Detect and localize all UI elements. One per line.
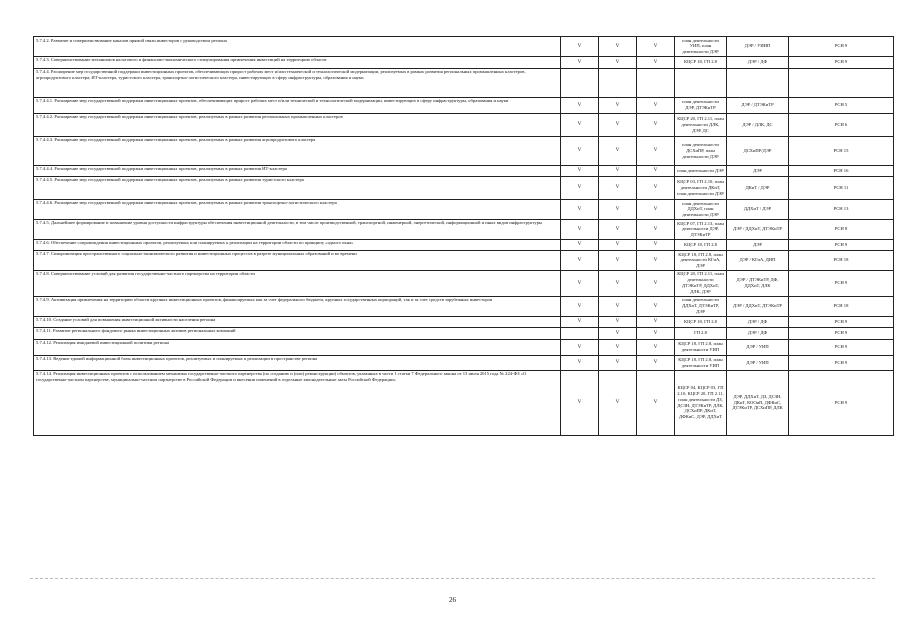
result-indicator-cell: РСН 9 [789, 316, 894, 327]
responsible-cell: ДЭР, ДДХиТ, ДЗ, ДСЗН, ДКиТ, КООиП, ДФКиС, ДТЭКиТР, ДСХиПР, ДЛК [727, 370, 789, 435]
table-row [34, 56, 894, 68]
period-3-mark-cell: V [637, 370, 675, 435]
table-row [34, 219, 894, 239]
table-row [34, 239, 894, 250]
period-3-mark-cell: V [637, 250, 675, 270]
period-1-mark-cell: V [561, 339, 599, 355]
period-2-mark-cell [599, 68, 637, 97]
period-1-mark-cell: V [561, 56, 599, 68]
result-indicator-cell: РСН 9 [789, 239, 894, 250]
measures-table [33, 36, 894, 436]
measure-description-cell: 5.7.4.2. Развитие и совершенствование каналов прямой связи инвесторов с руководством региона [34, 37, 561, 57]
responsible-cell: ДЭР / ДЛК, ДС [727, 113, 789, 136]
measure-description-cell: 5.7.4.14. Реализация инвестиционных проектов с использованием механизма государственно-частного партнерства (по созданию и (или) реконструкции) объектов, указанных в части 1 статьи 7 Федерального закона от 13 июля 2015 года № 224-ФЗ «О государственно-частном партнерстве, муниципально-частном партнерстве в Российской Федерации и внесении изменений в отдельные законодательные акты Российской Федерации» [34, 370, 561, 435]
responsible-cell: ДЭР / ДФ [727, 56, 789, 68]
period-2-mark-cell: V [599, 219, 637, 239]
period-2-mark-cell: V [599, 37, 637, 57]
measure-description-cell: 5.7.4.10. Создание условий для повышения инвестиционной активности населения региона [34, 316, 561, 327]
result-indicator-cell: РСН 13 [789, 199, 894, 219]
measure-description-cell: 5.7.4.4.1. Расширение мер государственной поддержки инвестиционных проектов, обеспечивающих прирост рабочих мест и/или технической и технологической модернизации, инвестирующих в сферу инфраструктуры, образования и науки [34, 97, 561, 113]
period-2-mark-cell: V [599, 239, 637, 250]
table-row [34, 37, 894, 57]
period-3-mark-cell: V [637, 270, 675, 296]
result-indicator-cell: РСН 5 [789, 97, 894, 113]
result-indicator-cell: РСН 9 [789, 37, 894, 57]
funding-source-cell: КЦСР 20, ГП 2.11, план деятельности ДТЭКиТР, ДДХиТ, ДЛК, ДЭР [675, 270, 727, 296]
responsible-cell: ДЭР / УИП [727, 355, 789, 370]
result-indicator-cell: РСН 11 [789, 176, 894, 199]
period-2-mark-cell: V [599, 316, 637, 327]
measure-description-cell: 5.7.4.4.4. Расширение мер государственной поддержки инвестиционных проектов, реализуемых в рамках развития ИТ-кластера [34, 165, 561, 176]
period-1-mark-cell [561, 68, 599, 97]
period-1-mark-cell: V [561, 296, 599, 316]
period-2-mark-cell: V [599, 270, 637, 296]
table-row [34, 165, 894, 176]
funding-source-cell: КЦСР 07, ГП 2.13, план деятельности ДЭР, ДТЭКиТР [675, 219, 727, 239]
period-1-mark-cell: V [561, 219, 599, 239]
table-row [34, 199, 894, 219]
result-indicator-cell: РСН 18 [789, 250, 894, 270]
result-indicator-cell: РСН 9 [789, 355, 894, 370]
period-3-mark-cell: V [637, 165, 675, 176]
result-indicator-cell: РСН 15 [789, 136, 894, 165]
responsible-cell [727, 68, 789, 97]
funding-source-cell: КЦСР 18, ГП 2.8 [675, 239, 727, 250]
measure-description-cell: 5.7.4.11. Развитие регионального фондового рынка инвестиционных активов региональных компаний [34, 327, 561, 339]
funding-source-cell: КЦСР 03, ГП 2.10, план деятельности ДКиТ, план деятельности ДЭР [675, 176, 727, 199]
period-1-mark-cell: V [561, 270, 599, 296]
measure-description-cell: 5.7.4.12. Реализация имиджевой инвестиционной политики региона [34, 339, 561, 355]
table-row [34, 270, 894, 296]
period-1-mark-cell: V [561, 316, 599, 327]
period-2-mark-cell: V [599, 165, 637, 176]
funding-source-cell: план деятельности ДСХиПР, план деятельности ДЭР [675, 136, 727, 165]
responsible-cell: ДЭР / УИП [727, 339, 789, 355]
period-1-mark-cell: V [561, 199, 599, 219]
responsible-cell: ДКиТ / ДЭР [727, 176, 789, 199]
result-indicator-cell: РСН 9 [789, 327, 894, 339]
period-3-mark-cell: V [637, 296, 675, 316]
period-3-mark-cell: V [637, 316, 675, 327]
responsible-cell: ДЭР / ДФ [727, 316, 789, 327]
responsible-cell: ДЭР [727, 239, 789, 250]
period-2-mark-cell: V [599, 199, 637, 219]
period-3-mark-cell: V [637, 355, 675, 370]
period-3-mark-cell: V [637, 97, 675, 113]
funding-source-cell: план деятельности ДЭР [675, 165, 727, 176]
table-row [34, 97, 894, 113]
measure-description-cell: 5.7.4.13. Ведение единой информационной базы инвестиционных проектов, реализуемых и планируемых к реализации в пространстве региона [34, 355, 561, 370]
period-2-mark-cell: V [599, 355, 637, 370]
responsible-cell: ДДХиТ / ДЭР [727, 199, 789, 219]
responsible-cell: ДЭР / ДДХиТ, ДТЭКиТР [727, 296, 789, 316]
result-indicator-cell: РСН 9 [789, 270, 894, 296]
funding-source-cell [675, 68, 727, 97]
responsible-cell: ДЭР / ДТЭКиТР [727, 97, 789, 113]
table-row [34, 136, 894, 165]
funding-source-cell: план деятельности УИП, план деятельности ДЭР [675, 37, 727, 57]
period-3-mark-cell: V [637, 199, 675, 219]
result-indicator-cell: РСН 9 [789, 56, 894, 68]
period-1-mark-cell: V [561, 370, 599, 435]
funding-source-cell: КЦСР 18, ГП 2.8, план деятельности УИП [675, 355, 727, 370]
funding-source-cell: КЦСР 18, ГП 2.8 [675, 56, 727, 68]
period-2-mark-cell: V [599, 339, 637, 355]
measure-description-cell: 5.7.4.5. Дальнейшее формирование и повышение уровня доступности инфраструктуры обеспечения инвестиционной деятельности, в том числе производственной, транспортной, инженерной, энергетической, информационной и иных видов инфраструктуры [34, 219, 561, 239]
period-1-mark-cell: V [561, 37, 599, 57]
period-2-mark-cell: V [599, 327, 637, 339]
measure-description-cell: 5.7.4.8. Совершенствование условий для развития государственно-частного партнерства на территории области [34, 270, 561, 296]
table-row [34, 370, 894, 435]
period-3-mark-cell: V [637, 37, 675, 57]
measure-description-cell: 5.7.4.3. Совершенствование механизмов налогового и финансово-экономического стимулирования привлечения инвестиций на территорию области [34, 56, 561, 68]
period-3-mark-cell: V [637, 219, 675, 239]
measure-description-cell: 5.7.4.4.2. Расширение мер государственной поддержки инвестиционных проектов, реализуемых в рамках развития региональных промышленных кластеров [34, 113, 561, 136]
period-1-mark-cell: V [561, 136, 599, 165]
measure-description-cell: 5.7.4.6. Обеспечение сопровождения инвестиционных проектов, реализуемых или планируемых к реализации на территории области по принципу «одного окна» [34, 239, 561, 250]
period-3-mark-cell [637, 68, 675, 97]
measure-description-cell: 5.7.4.7. Синхронизация пространственного социально-экономического развития и инвестиционных процессов в разрезе муниципальных образований и во времени [34, 250, 561, 270]
plan-table-container [33, 36, 893, 436]
responsible-cell: ДСХиПР/ДЭР [727, 136, 789, 165]
period-1-mark-cell: V [561, 355, 599, 370]
result-indicator-cell: РСН 6 [789, 113, 894, 136]
period-3-mark-cell: V [637, 136, 675, 165]
funding-source-cell: КЦСР 18, ГП 2.8, план деятельности УИП [675, 339, 727, 355]
funding-source-cell: ГП 2.8 [675, 327, 727, 339]
responsible-cell: ДЭР / УИИП [727, 37, 789, 57]
table-row [34, 113, 894, 136]
measure-description-cell: 5.7.4.4.6. Расширение мер государственной поддержки инвестиционных проектов, реализуемых в рамках развития транспортно-логистического кластера [34, 199, 561, 219]
period-3-mark-cell: V [637, 56, 675, 68]
table-row [34, 250, 894, 270]
period-1-mark-cell: V [561, 165, 599, 176]
responsible-cell: ДЭР / ДДХиТ, ДТЭКиТР [727, 219, 789, 239]
period-3-mark-cell: V [637, 113, 675, 136]
responsible-cell: ДЭР / КГиА, ДИП [727, 250, 789, 270]
table-row [34, 327, 894, 339]
period-3-mark-cell: V [637, 176, 675, 199]
period-1-mark-cell [561, 327, 599, 339]
table-row [34, 68, 894, 97]
page-divider [30, 578, 875, 579]
period-1-mark-cell: V [561, 239, 599, 250]
funding-source-cell: КЦСР 20, ГП 2.11, план деятельности ДЛК, ДЭР, ДС [675, 113, 727, 136]
funding-source-cell: КЦСР 04, КЦСР 03, ГП 2.10, КЦСР 20, ГП 2.11, план деятельности ДЗ, ДСЗН, ДТЭКиТР, ДЛК, ДСХиПР, ДКиТ, ДФКиС, ДЭР, ДДХиТ [675, 370, 727, 435]
period-1-mark-cell: V [561, 97, 599, 113]
funding-source-cell: КЦСР 18, ГП 2.8, план деятельности КГиА, ДЭР [675, 250, 727, 270]
table-row [34, 339, 894, 355]
funding-source-cell: план деятельности ДДХиТ, ДТЭКиТР, ДЭР [675, 296, 727, 316]
period-2-mark-cell: V [599, 296, 637, 316]
funding-source-cell: план деятельности ДЭР, ДТЭКиТР [675, 97, 727, 113]
result-indicator-cell [789, 68, 894, 97]
period-2-mark-cell: V [599, 176, 637, 199]
measure-description-cell: 5.7.4.4.5. Расширение мер государственной поддержки инвестиционных проектов, реализуемых в рамках развития туристского кластера [34, 176, 561, 199]
result-indicator-cell: РСН 8 [789, 219, 894, 239]
period-2-mark-cell: V [599, 250, 637, 270]
period-1-mark-cell: V [561, 250, 599, 270]
responsible-cell: ДЭР [727, 165, 789, 176]
page-number: 26 [449, 596, 456, 604]
period-2-mark-cell: V [599, 56, 637, 68]
responsible-cell: ДЭР / ДТЭКиТР, ДФ, ДДХиТ, ДЛК [727, 270, 789, 296]
period-2-mark-cell: V [599, 136, 637, 165]
funding-source-cell: план деятельности ДДХиТ, план деятельности ДЭР [675, 199, 727, 219]
funding-source-cell: КЦСР 18, ГП 2.8 [675, 316, 727, 327]
measure-description-cell: 5.7.4.4. Расширение мер государственной поддержки инвестиционных проектов, обеспечивающих прирост рабочих мест и/или технической и технологической модернизации, реализуемых в рамках развития региональных промышленных кластеров, агропродуктового кластера, ИТ-кластера, туристского кластера, транспортно-логистического кластера, инвестирующих в сферу инфраструктуры, образования и науки [34, 68, 561, 97]
period-3-mark-cell: V [637, 239, 675, 250]
table-body [34, 37, 894, 436]
result-indicator-cell: РСН 16 [789, 165, 894, 176]
period-3-mark-cell: V [637, 339, 675, 355]
table-row [34, 176, 894, 199]
period-3-mark-cell: V [637, 327, 675, 339]
period-2-mark-cell: V [599, 370, 637, 435]
measure-description-cell: 5.7.4.4.3. Расширение мер государственной поддержки инвестиционных проектов, реализуемых в рамках развития агропродуктового кластера [34, 136, 561, 165]
result-indicator-cell: РСН 18 [789, 296, 894, 316]
table-row [34, 296, 894, 316]
period-1-mark-cell: V [561, 113, 599, 136]
table-row [34, 355, 894, 370]
period-2-mark-cell: V [599, 97, 637, 113]
table-row [34, 316, 894, 327]
measure-description-cell: 5.7.4.9. Активизация привлечения на территорию области крупных инвестиционных проектов, финансируемых как за счет федерального бюджета, крупных государственных корпораций, так и за счет средств зарубежных инвесторов [34, 296, 561, 316]
period-2-mark-cell: V [599, 113, 637, 136]
responsible-cell: ДЭР / ДФ [727, 327, 789, 339]
period-1-mark-cell: V [561, 176, 599, 199]
result-indicator-cell: РСН 9 [789, 370, 894, 435]
result-indicator-cell: РСН 9 [789, 339, 894, 355]
